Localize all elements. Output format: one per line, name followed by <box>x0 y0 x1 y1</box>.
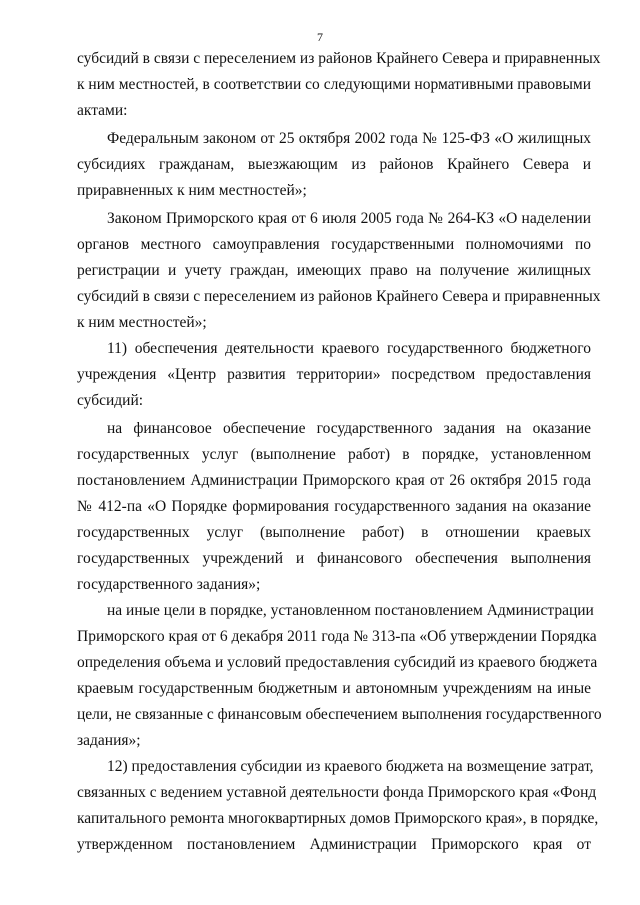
text-line: на иные цели в порядке, установленном постановлением Администрации <box>107 602 594 619</box>
text-line: государственного задания»; <box>77 576 261 593</box>
text-line: к ним местностей, в соответствии со следующими нормативными правовыми <box>77 76 591 93</box>
text-line: государственных услуг (выполнение работ) в порядке, установленном <box>77 446 591 463</box>
text-line: субсидий: <box>77 392 144 409</box>
text-line: утвержденном постановлением Администрации Приморского края от <box>77 836 591 853</box>
text-line: 12) предоставления субсидии из краевого бюджета на возмещение затрат, <box>107 758 594 775</box>
text-line: связанных с ведением уставной деятельности фонда Приморского края «Фонд <box>77 784 597 801</box>
text-line: приравненных к ним местностей»; <box>77 182 307 199</box>
text-line: № 412-па «О Порядке формирования государственного задания на оказание <box>77 498 591 515</box>
text-line: актами: <box>77 102 128 119</box>
text-line: Приморского края от 6 декабря 2011 года № 313-па «Об утверждении Порядка <box>77 628 597 645</box>
text-line: регистрации и учету граждан, имеющих право на получение жилищных <box>77 262 591 279</box>
text-line: органов местного самоуправления государственными полномочиями по <box>77 236 591 253</box>
text-line: субсидий в связи с переселением из районов Крайнего Севера и приравненных <box>77 50 601 67</box>
text-line: постановлением Администрации Приморского края от 26 октября 2015 года <box>77 472 591 489</box>
text-line: на финансовое обеспечение государственного задания на оказание <box>107 420 591 437</box>
text-line: субсидий в связи с переселением из районов Крайнего Севера и приравненных <box>77 288 601 305</box>
text-line: определения объема и условий предоставления субсидий из краевого бюджета <box>77 654 598 671</box>
text-line: краевым государственным бюджетным и автономным учреждениям на иные <box>77 680 591 697</box>
text-line: капитального ремонта многоквартирных домов Приморского края», в порядке, <box>77 810 599 827</box>
page-number: 7 <box>317 30 323 44</box>
text-line: государственных учреждений и финансового обеспечения выполнения <box>77 550 591 567</box>
text-line: субсидиях гражданам, выезжающим из районов Крайнего Севера и <box>77 156 591 173</box>
text-line: учреждения «Центр развития территории» посредством предоставления <box>77 366 591 383</box>
text-line: Федеральным законом от 25 октября 2002 года № 125-ФЗ «О жилищных <box>107 130 591 147</box>
text-line: Законом Приморского края от 6 июля 2005 года № 264-КЗ «О наделении <box>107 210 591 227</box>
text-line: 11) обеспечения деятельности краевого государственного бюджетного <box>107 340 591 357</box>
text-line: государственных услуг (выполнение работ) в отношении краевых <box>77 524 591 541</box>
text-line: задания»; <box>77 732 141 749</box>
text-line: цели, не связанные с финансовым обеспечением выполнения государственного <box>77 706 602 723</box>
text-line: к ним местностей»; <box>77 314 207 331</box>
